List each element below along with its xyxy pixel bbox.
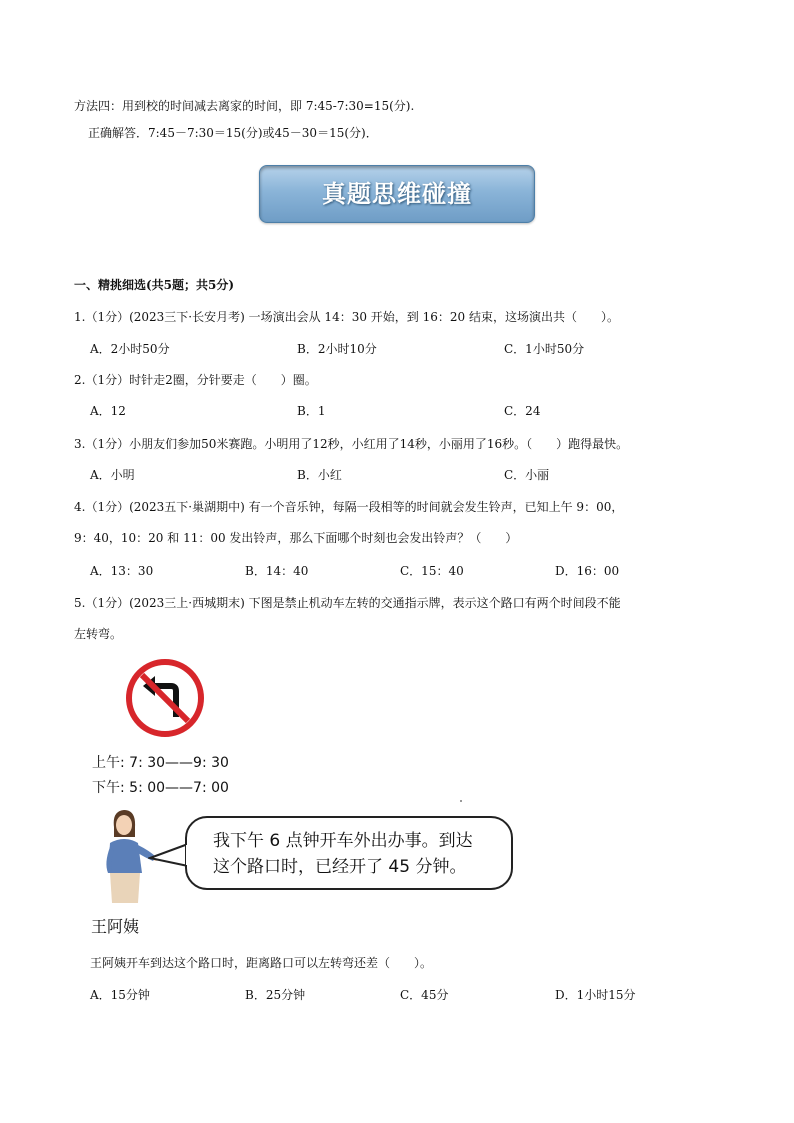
q5-option-c[interactable]: C．45分 xyxy=(400,988,449,1002)
afternoon-restriction-time: 下午: 5: 00——7: 00 xyxy=(92,780,229,796)
speech-line-2: 这个路口时，已经开了 45 分钟。 xyxy=(213,857,467,877)
speech-bubble-tail-icon xyxy=(148,842,190,870)
q4-option-c[interactable]: C．15：40 xyxy=(400,564,464,578)
section-banner: 真题思维碰撞 xyxy=(259,165,535,223)
q2-option-b[interactable]: B．1 xyxy=(297,404,326,418)
q3-option-b[interactable]: B．小红 xyxy=(297,468,342,482)
question-1: 1.（1分）(2023三下·长安月考) 一场演出会从 14：30 开始，到 16：20 结束，这场演出共（ ）。 xyxy=(74,310,619,324)
person-name: 王阿姨 xyxy=(91,917,140,936)
question-3: 3.（1分）小朋友们参加50米赛跑。小明用了12秒，小红用了14秒，小丽用了16秒。（ ）跑得最快。 xyxy=(74,437,629,451)
q1-option-c[interactable]: C．1小时50分 xyxy=(504,342,585,356)
bubble-tail-join xyxy=(186,845,190,865)
morning-restriction-time: 上午: 7: 30——9: 30 xyxy=(92,755,229,771)
correct-answer-text: 正确解答．7:45－7:30＝15(分)或45－30＝15(分)． xyxy=(88,126,378,140)
question-2: 2.（1分）时针走2圈，分针要走（ ）圈。 xyxy=(74,373,317,387)
q5-option-a[interactable]: A．15分钟 xyxy=(90,988,150,1002)
question-5-line-2: 左转弯。 xyxy=(74,627,123,641)
q4-option-a[interactable]: A．13：30 xyxy=(90,564,154,578)
stray-dot xyxy=(460,800,462,802)
q5-option-d[interactable]: D．1小时15分 xyxy=(555,988,636,1002)
q1-option-b[interactable]: B．2小时10分 xyxy=(297,342,377,356)
question-5-prompt: 王阿姨开车到达这个路口时，距离路口可以左转弯还差（ ）。 xyxy=(90,956,433,970)
q2-option-a[interactable]: A．12 xyxy=(90,404,126,418)
question-5-line-1: 5.（1分）(2023三上·西城期末) 下图是禁止机动车左转的交通指示牌，表示这个路口有两个时间段不能 xyxy=(74,596,621,610)
question-4-line-1: 4.（1分）(2023五下·巢湖期中) 有一个音乐钟，每隔一段相等的时间就会发生铃声，已知上午 9：00， xyxy=(74,500,624,514)
speech-bubble xyxy=(185,816,513,890)
q4-option-b[interactable]: B．14：40 xyxy=(245,564,309,578)
no-left-turn-sign-icon xyxy=(126,659,204,737)
q5-option-b[interactable]: B．25分钟 xyxy=(245,988,306,1002)
speech-line-1: 我下午 6 点钟开车外出办事。到达 xyxy=(213,831,473,851)
method-four-text: 方法四：用到校的时间减去离家的时间，即 7:45-7:30=15(分). xyxy=(74,99,415,113)
q1-option-a[interactable]: A．2小时50分 xyxy=(90,342,170,356)
q2-option-c[interactable]: C．24 xyxy=(504,404,541,418)
question-4-line-2: 9：40，10：20 和 11：00 发出铃声，那么下面哪个时刻也会发出铃声？（ ） xyxy=(74,531,518,545)
section-heading: 一、精挑细选(共5题；共5分) xyxy=(74,278,235,292)
q3-option-c[interactable]: C．小丽 xyxy=(504,468,550,482)
q3-option-a[interactable]: A．小明 xyxy=(90,468,135,482)
q4-option-d[interactable]: D．16：00 xyxy=(555,564,620,578)
